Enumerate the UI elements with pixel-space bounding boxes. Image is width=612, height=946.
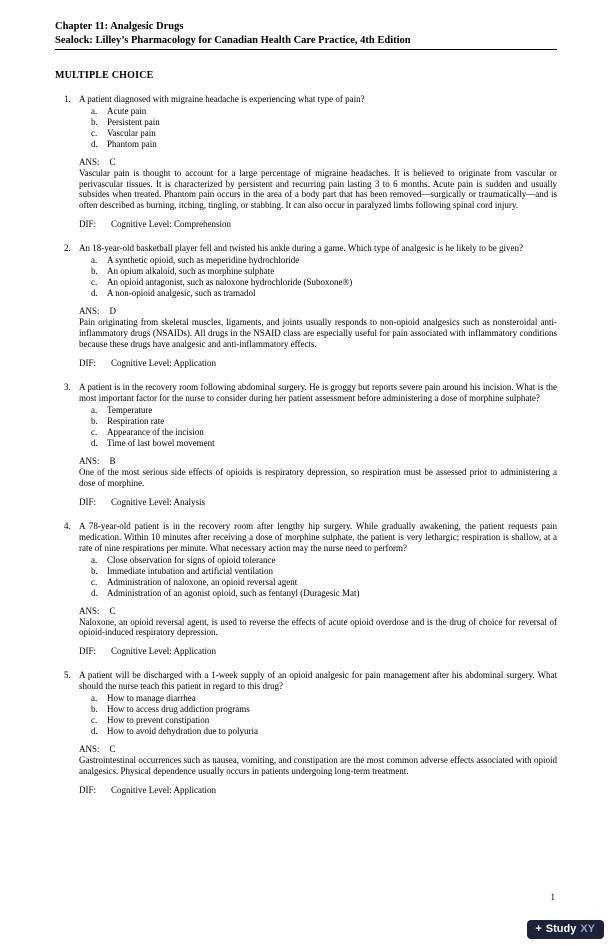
choice-item xyxy=(91,427,557,438)
choice-list xyxy=(79,555,557,599)
dif-value: Cognitive Level: Application xyxy=(111,785,216,796)
choice-text: Immediate intubation and artificial ventilation xyxy=(107,565,273,576)
answer-label: ANS: xyxy=(79,455,100,466)
choice-letter: b. xyxy=(91,266,98,277)
choice-letter: c. xyxy=(91,426,98,437)
question-number: 5. xyxy=(64,670,71,681)
answer-value: C xyxy=(109,605,116,616)
choice-item xyxy=(91,416,557,427)
rationale-text: Vascular pain is thought to account for a large percentage of migraine headaches. It is believed to originate from vascular or perivascular tissues. It is characterized by persistent and recurring pain lasting 3 to 6 months. Acute pain is sudden and usually subsides when treated. Phantom pain occurs in the area of a body part that has been removed—surgically or traumatically—and is often described as burning, itching, tingling, or stabbing. It can also occur in paralyzed limbs following spinal cord injury. xyxy=(79,167,557,211)
dif-value: Cognitive Level: Application xyxy=(111,646,216,657)
choice-item xyxy=(91,704,557,715)
rationale-text: Pain originating from skeletal muscles, ligaments, and joints usually responds to non-opioid analgesics such as nonsteroidal anti-inflammatory drugs (NSAIDs). All drugs in the NSAID class are especially useful for pain associated with inflammatory conditions because these drugs have analgesic and anti-inflammatory effects. xyxy=(79,317,557,350)
choice-item xyxy=(91,288,557,299)
choice-letter: b. xyxy=(91,565,98,576)
dif-label: DIF: xyxy=(79,358,97,369)
choice-text: An opioid antagonist, such as naloxone hydrochloride (Suboxone®) xyxy=(107,277,353,288)
section-title: MULTIPLE CHOICE xyxy=(55,69,154,81)
choice-item xyxy=(91,117,557,128)
choice-letter: d. xyxy=(91,587,98,598)
choice-letter: c. xyxy=(91,277,98,288)
dif-line xyxy=(79,497,557,508)
choice-text: How to manage diarrhea xyxy=(107,693,196,704)
choice-text: Administration of an agonist opioid, such as fentanyl (Duragesic Mat) xyxy=(107,587,360,598)
choice-item xyxy=(91,726,557,737)
choice-letter: c. xyxy=(91,127,98,138)
choice-text: How to prevent constipation xyxy=(107,715,210,726)
choice-letter: d. xyxy=(91,288,98,299)
choice-item xyxy=(91,277,557,288)
dif-label: DIF: xyxy=(79,219,97,230)
question-number: 1. xyxy=(64,93,71,104)
choice-item xyxy=(91,106,557,117)
choice-letter: a. xyxy=(91,105,98,116)
dif-label: DIF: xyxy=(79,785,97,796)
rationale-text: Naloxone, an opioid reversal agent, is used to reverse the effects of acute opioid overdose and is the drug of choice for reversal of opioid-induced respiratory depression. xyxy=(79,616,557,638)
choice-text: How to avoid dehydration due to polyuria xyxy=(107,726,258,737)
choice-text: An opium alkaloid, such as morphine sulphate xyxy=(107,266,275,277)
question-stem: A patient diagnosed with migraine headache is experiencing what type of pain? xyxy=(79,93,365,104)
choice-item xyxy=(91,693,557,704)
question-item xyxy=(64,521,557,658)
dif-label: DIF: xyxy=(79,496,97,507)
choice-list xyxy=(79,255,557,299)
choice-text: Vascular pain xyxy=(107,127,156,138)
answer-value: C xyxy=(109,744,116,755)
choice-item xyxy=(91,405,557,416)
choice-letter: b. xyxy=(91,116,98,127)
question-item xyxy=(64,382,557,508)
choice-item xyxy=(91,566,557,577)
choice-item xyxy=(91,438,557,449)
document-header xyxy=(55,20,557,50)
question-number: 2. xyxy=(64,243,71,254)
choice-text: Appearance of the incision xyxy=(107,426,204,437)
answer-label: ANS: xyxy=(79,156,100,167)
choice-letter: a. xyxy=(91,554,98,565)
choice-text: Time of last bowel movement xyxy=(107,437,215,448)
answer-value: B xyxy=(109,455,116,466)
rationale-text: Gastrointestinal occurrences such as nausea, vomiting, and constipation are the most common adverse effects associated with opioid analgesics. Physical dependence usually occurs in patients undergoing long-term treatment. xyxy=(79,755,557,777)
choice-item xyxy=(91,588,557,599)
answer-label: ANS: xyxy=(79,605,100,616)
rationale-text: One of the most serious side effects of opioids is respiratory depression, so respiration must be assessed prior to administering a dose of morphine. xyxy=(79,466,557,488)
choice-letter: c. xyxy=(91,576,98,587)
question-number: 3. xyxy=(64,382,71,393)
choice-item xyxy=(91,128,557,139)
brand-study-text: Study xyxy=(545,923,577,935)
answer-line xyxy=(79,306,557,317)
choice-letter: d. xyxy=(91,138,98,149)
choice-text: Close observation for signs of opioid tolerance xyxy=(107,554,276,565)
choice-text: Temperature xyxy=(107,405,153,415)
choice-letter: d. xyxy=(91,726,98,737)
choice-list xyxy=(79,693,557,737)
question-item xyxy=(64,243,557,369)
answer-label: ANS: xyxy=(79,306,100,317)
dif-value: Cognitive Level: Comprehension xyxy=(111,219,231,230)
choice-text: Persistent pain xyxy=(107,116,160,127)
choice-letter: d. xyxy=(91,437,98,448)
dif-line xyxy=(79,219,557,230)
brand-xy-text: XY xyxy=(580,923,595,935)
dif-value: Cognitive Level: Application xyxy=(111,358,216,369)
question-number: 4. xyxy=(64,520,71,531)
dif-line xyxy=(79,358,557,369)
choice-letter: a. xyxy=(91,693,98,704)
answer-value: C xyxy=(109,156,116,167)
question-stem: A 78-year-old patient is in the recovery room after lengthy hip surgery. While gradually awakening, the patient requests pain medication. Within 10 minutes after receiving a dose of morphine sulphate, the patient is very lethargic; respiration is shallow, at a rate of nine respirations per minute. What necessary action may the nurse need to perform? xyxy=(79,520,557,553)
answer-line xyxy=(79,606,557,617)
choice-letter: c. xyxy=(91,715,98,726)
answer-value: D xyxy=(109,306,117,317)
choice-text: Phantom pain xyxy=(107,138,157,149)
choice-item xyxy=(91,555,557,566)
choice-text: Respiration rate xyxy=(107,415,165,426)
choice-list xyxy=(79,106,557,150)
studyxy-logo[interactable] xyxy=(527,920,604,939)
choice-item xyxy=(91,255,557,266)
choice-letter: b. xyxy=(91,415,98,426)
choice-text: Administration of naloxone, an opioid reversal agent xyxy=(107,576,298,587)
plus-icon: + xyxy=(535,922,542,935)
choice-list xyxy=(79,405,557,449)
choice-item xyxy=(91,715,557,726)
choice-letter: a. xyxy=(91,255,98,266)
answer-line xyxy=(79,157,557,168)
questions-list xyxy=(55,94,557,796)
question-item xyxy=(64,94,557,231)
header-subtitle: Sealock: Lilley’s Pharmacology for Canadian Health Care Practice, 4th Edition xyxy=(55,34,411,46)
answer-line xyxy=(79,744,557,755)
question-item xyxy=(64,670,557,796)
choice-text: A non-opioid analgesic, such as tramadol xyxy=(107,288,256,299)
choice-item xyxy=(91,577,557,588)
answer-line xyxy=(79,456,557,467)
dif-value: Cognitive Level: Analysis xyxy=(111,496,206,507)
choice-text: Acute pain xyxy=(107,105,147,116)
page-number: 1 xyxy=(550,892,555,902)
dif-label: DIF: xyxy=(79,646,97,657)
choice-item xyxy=(91,266,557,277)
question-stem: An 18-year-old basketball player fell and twisted his ankle during a game. Which type of analgesic is he likely to be given? xyxy=(79,243,524,254)
choice-letter: b. xyxy=(91,704,98,715)
question-stem: A patient is in the recovery room following abdominal surgery. He is groggy but reports severe pain around his incision. What is the most important factor for the nurse to consider during her patient assessment before administering a dose of morphine sulphate? xyxy=(79,382,557,404)
choice-text: How to access drug addiction programs xyxy=(107,704,250,715)
choice-letter: a. xyxy=(91,405,98,415)
question-stem: A patient will be discharged with a 1-week supply of an opioid analgesic for pain management after his abdominal surgery. What should the nurse teach this patient in regard to this drug? xyxy=(79,670,557,692)
dif-line xyxy=(79,785,557,796)
dif-line xyxy=(79,646,557,657)
header-title: Chapter 11: Analgesic Drugs xyxy=(55,21,184,32)
answer-label: ANS: xyxy=(79,744,100,755)
choice-text: A synthetic opioid, such as meperidine hydrochloride xyxy=(107,255,300,266)
choice-item xyxy=(91,139,557,150)
